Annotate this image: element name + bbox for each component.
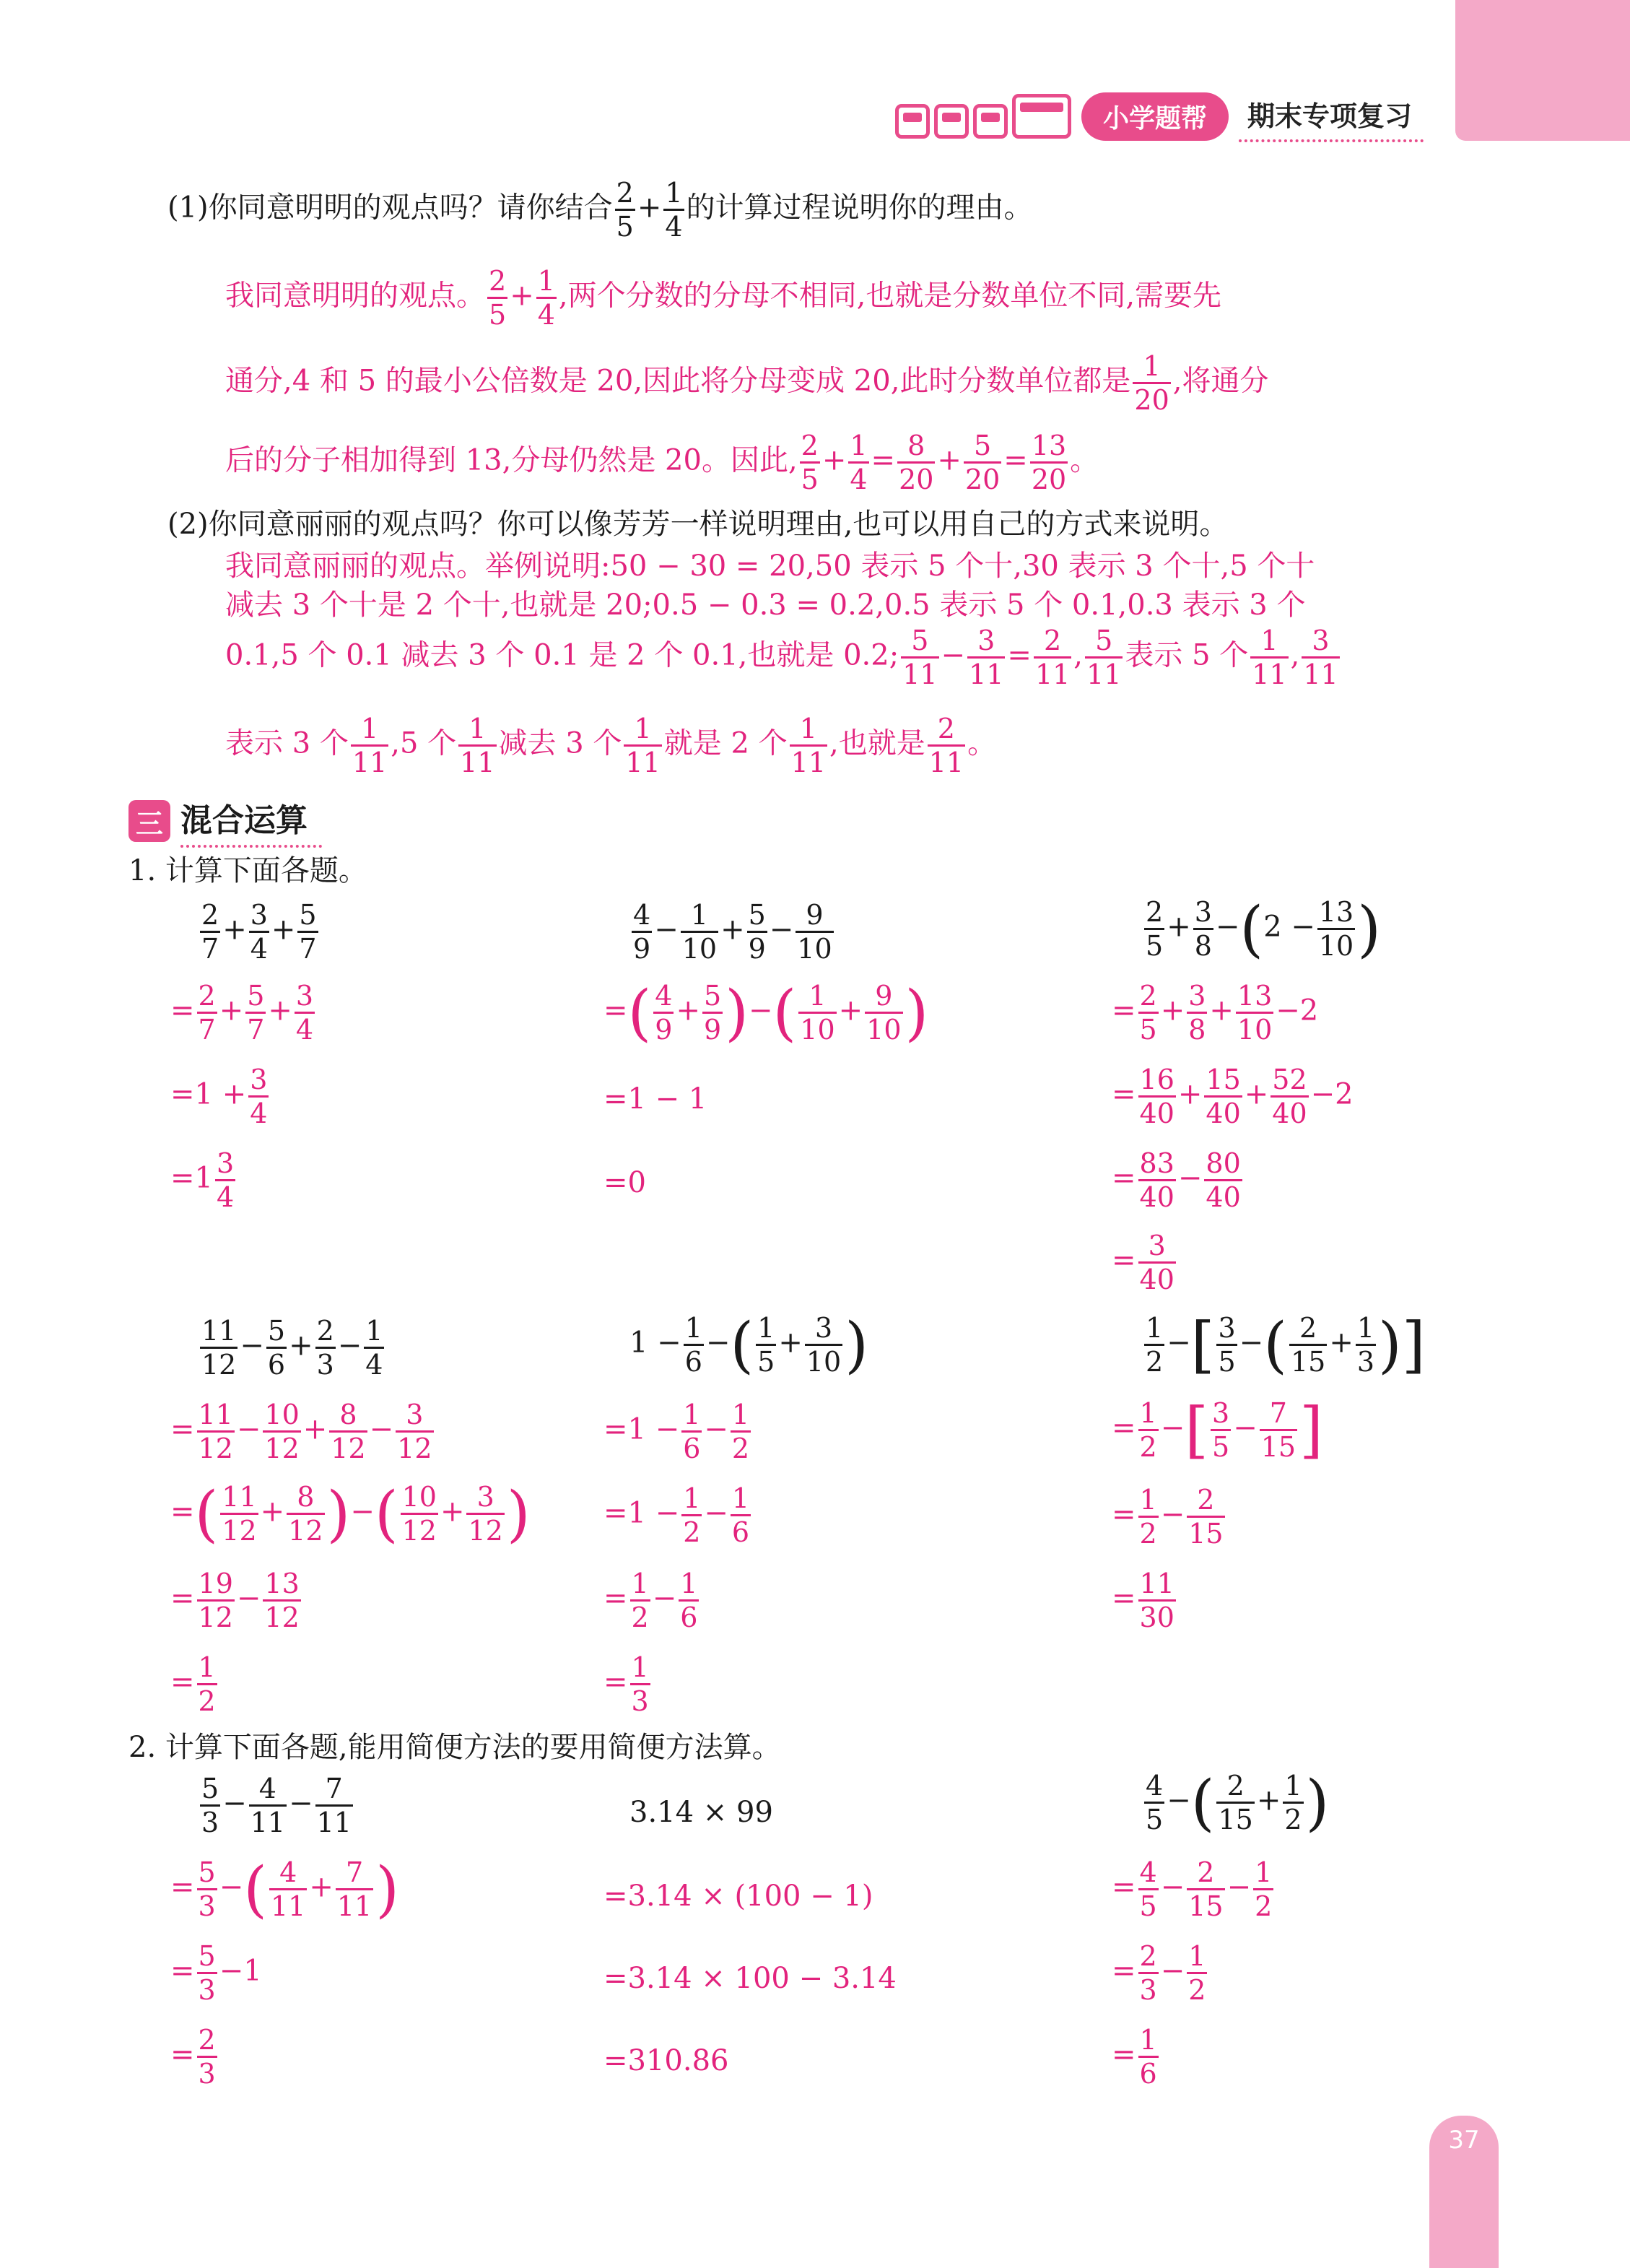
e1-p1-expr: $\frac{2}{7}$ + $\frac{3}{4}$ + $\frac{5}{7}$ — [201, 899, 317, 965]
corner-tab — [1455, 0, 1630, 141]
e2-p1-step2: = $\frac{5}{3}$ −1 — [170, 1940, 262, 2006]
e1-p6-step3: = $\frac{11}{30}$ — [1112, 1568, 1174, 1633]
e1-p2-step1: =( $\frac{4}{9}$ + $\frac{5}{9}$ )−( $\frac{1}{10}$ + $\frac{9}{10}$ ) — [603, 977, 929, 1048]
e1-p4-expr: $\frac{11}{12}$ − $\frac{5}{6}$ + $\frac{2}{3}$ − $\frac{1}{4}$ — [201, 1315, 383, 1381]
q2-prompt: (2)你同意丽丽的观点吗？你可以像芳芳一样说明理由,也可以用自己的方式来说明。 — [167, 508, 1229, 541]
e1-p5-expr: 1 − $\frac{1}{6}$ −( $\frac{1}{5}$ + $\frac{3}{10}$ ) — [629, 1309, 869, 1381]
e2-p2-step2: =3.14 × 100 − 3.14 — [603, 1962, 897, 1995]
q1-answer-line-3: 后的分子相加得到 13,分母仍然是 20。因此, $\frac{2}{5}$ + $\frac{1}{4}$ = $\frac{8}{20}$ + $\frac{5}{20}$ = $\frac{13}{20}$ 。 — [225, 430, 1099, 495]
q2-answer-line-3: 0.1,5 个 0.1 减去 3 个 0.1 是 2 个 0.1,也就是 0.2; $\frac{5}{11}$ − $\frac{3}{11}$ = $\frac{2}{11}$ , $\frac{5}{11}$ 表示 5 个 $\frac{1}{11}$ , $\frac{3}{11}$ — [225, 625, 1338, 690]
q1-answer-line-1: 我同意明明的观点。 $\frac{2}{5}$ + $\frac{1}{4}$ ,两个分数的分母不相同,也就是分数单位不同,需要先 — [225, 265, 1222, 331]
e1-p5-step3: = $\frac{1}{2}$ − $\frac{1}{6}$ — [603, 1568, 698, 1633]
e1-p4-step1: = $\frac{11}{12}$ − $\frac{10}{12}$ + $\frac{8}{12}$ − $\frac{3}{12}$ — [170, 1399, 432, 1464]
exercise-2-title: 2. 计算下面各题,能用简便方法的要用简便方法算。 — [128, 1731, 781, 1764]
q2-answer-line-1: 我同意丽丽的观点。举例说明:50 − 30 = 20,50 表示 5 个十,30 表示 3 个十,5 个十 — [225, 549, 1315, 583]
e1-p5-step2: =1 − $\frac{1}{2}$ − $\frac{1}{6}$ — [603, 1482, 750, 1548]
e1-p4-step4: = $\frac{1}{2}$ — [170, 1651, 216, 1717]
e2-p1-step3: = $\frac{2}{3}$ — [170, 2024, 216, 2090]
section-title: 混合运算 — [180, 794, 322, 848]
e1-p3-step4: = $\frac{3}{40}$ — [1112, 1230, 1174, 1295]
e2-p3-step3: = $\frac{1}{6}$ — [1112, 2024, 1157, 2090]
q2-answer-line-4: 表示 3 个 $\frac{1}{11}$ ,5 个 $\frac{1}{11}$ 减去 3 个 $\frac{1}{11}$ 就是 2 个 $\frac{1}{11}$ ,也就是 $\frac{2}{11}$ 。 — [225, 713, 997, 778]
e1-p3-step2: = $\frac{16}{40}$ + $\frac{15}{40}$ + $\frac{52}{40}$ −2 — [1112, 1064, 1354, 1129]
e1-p1-step2: =1 + $\frac{3}{4}$ — [170, 1064, 268, 1129]
e1-p1-step1: = $\frac{2}{7}$ + $\frac{5}{7}$ + $\frac{3}{4}$ — [170, 980, 314, 1046]
e1-p3-expr: $\frac{2}{5}$ + $\frac{3}{8}$ −(2 − $\frac{13}{10}$ ) — [1146, 893, 1382, 965]
e1-p4-step3: = $\frac{19}{12}$ − $\frac{13}{12}$ — [170, 1568, 300, 1633]
e1-p1-step3: =1 $\frac{3}{4}$ — [170, 1147, 235, 1213]
train-icon — [895, 94, 1071, 139]
e2-p1-expr: $\frac{5}{3}$ − $\frac{4}{11}$ − $\frac{7}{11}$ — [201, 1773, 352, 1838]
e1-p4-step2: =( $\frac{11}{12}$ + $\frac{8}{12}$ )−( $\frac{10}{12}$ + $\frac{3}{12}$ ) — [170, 1478, 531, 1550]
e1-p5-step1: =1 − $\frac{1}{6}$ − $\frac{1}{2}$ — [603, 1399, 750, 1464]
e1-p6-expr: $\frac{1}{2}$ −[ $\frac{3}{5}$ −( $\frac{2}{15}$ + $\frac{1}{3}$ )] — [1146, 1309, 1426, 1381]
e2-p2-step1: =3.14 × (100 − 1) — [603, 1880, 873, 1913]
page-header — [895, 90, 1424, 142]
e1-p3-step3: = $\frac{83}{40}$ − $\frac{80}{40}$ — [1112, 1147, 1241, 1213]
e1-p2-expr: $\frac{4}{9}$ − $\frac{1}{10}$ + $\frac{5}{9}$ − $\frac{9}{10}$ — [633, 899, 832, 965]
e1-p6-step2: = $\frac{1}{2}$ − $\frac{2}{15}$ — [1112, 1484, 1224, 1550]
e1-p3-step1: = $\frac{2}{5}$ + $\frac{3}{8}$ + $\frac{13}{10}$ −2 — [1112, 980, 1319, 1046]
e2-p3-step2: = $\frac{2}{3}$ − $\frac{1}{2}$ — [1112, 1940, 1206, 2006]
e2-p3-expr: $\frac{4}{5}$ −( $\frac{2}{15}$ + $\frac{1}{2}$ ) — [1146, 1767, 1330, 1838]
page-number-tab — [1429, 2116, 1499, 2268]
exercise-1-title: 1. 计算下面各题。 — [128, 854, 367, 887]
section-heading — [128, 794, 322, 848]
page-number: 37 — [1448, 2126, 1480, 2155]
header-subtitle: 期末专项复习 — [1239, 91, 1424, 142]
e1-p2-step2: =1 − 1 — [603, 1082, 707, 1116]
e2-p1-step1: = $\frac{5}{3}$ −( $\frac{4}{11}$ + $\frac{7}{11}$ ) — [170, 1854, 400, 1925]
q1-answer-line-2: 通分,4 和 5 的最小公倍数是 20,因此将分母变成 20,此时分数单位都是 $\frac{1}{20}$ ,将通分 — [225, 350, 1269, 416]
section-number-badge: 三 — [128, 800, 170, 842]
q1-prompt: (1)你同意明明的观点吗？请你结合 $\frac{2}{5}$ + $\frac{1}{4}$ 的计算过程说明你的理由。 — [167, 177, 1033, 243]
e1-p2-step3: =0 — [603, 1166, 646, 1199]
e2-p3-step1: = $\frac{4}{5}$ − $\frac{2}{15}$ − $\frac{1}{2}$ — [1112, 1856, 1273, 1922]
e1-p5-step4: = $\frac{1}{3}$ — [603, 1651, 649, 1717]
e2-p2-expr: 3.14 × 99 — [629, 1796, 773, 1829]
e1-p6-step1: = $\frac{1}{2}$ −[ $\frac{3}{5}$ − $\frac{7}{15}$ ] — [1112, 1394, 1323, 1466]
brand-badge: 小学题帮 — [1081, 92, 1229, 141]
e2-p2-step3: =310.86 — [603, 2044, 729, 2077]
q2-answer-line-2: 减去 3 个十是 2 个十,也就是 20;0.5 − 0.3 = 0.2,0.5 表示 5 个 0.1,0.3 表示 3 个 — [225, 588, 1306, 622]
